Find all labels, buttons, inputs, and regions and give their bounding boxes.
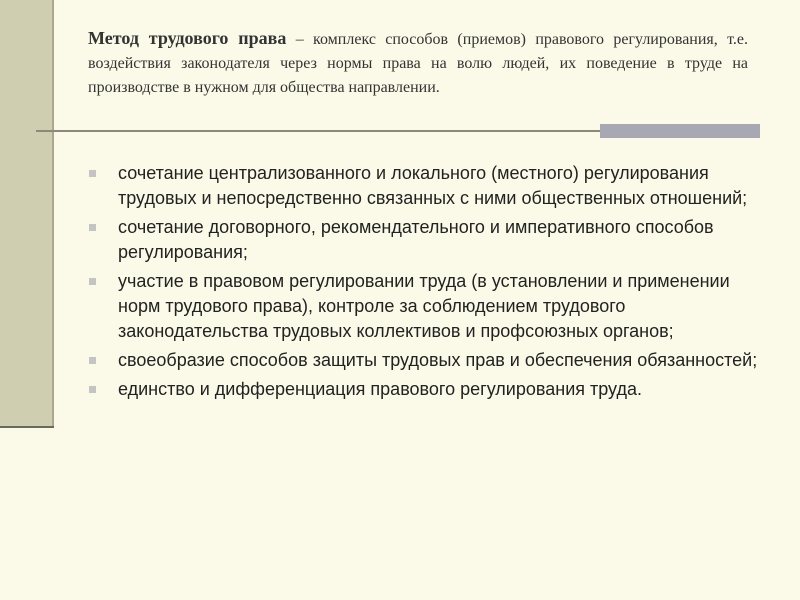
bullet-item: [88, 161, 768, 211]
bullet-item: [88, 215, 768, 265]
square-bullet-icon: [89, 278, 96, 285]
bullet-item: [88, 269, 768, 344]
square-bullet-icon: [89, 170, 96, 177]
bullet-item: [88, 348, 768, 373]
square-bullet-icon: [89, 357, 96, 364]
bullet-text: участие в правовом регулировании труда (в установлении и применении норм трудового права), контроле за соблюдением трудового законодательства трудовых коллективов и профсоюзных органов;: [118, 271, 730, 341]
bullet-list: [88, 161, 768, 406]
bullet-item: [88, 377, 768, 402]
bullet-text: сочетание централизованного и локального (местного) регулирования трудовых и непосредственно связанных с ними общественных отношений;: [118, 163, 748, 208]
bullet-text: сочетание договорного, рекомендательного и императивного способов регулирования;: [118, 217, 714, 262]
heading-term: Метод трудового права: [88, 28, 287, 48]
header-divider-block: [600, 124, 760, 138]
bullet-text: единство и дифференциация правового регулирования труда.: [118, 379, 642, 399]
band-bottom-line: [0, 426, 54, 428]
square-bullet-icon: [89, 386, 96, 393]
left-decorative-band: [0, 0, 52, 426]
square-bullet-icon: [89, 224, 96, 231]
slide-heading: [88, 26, 748, 100]
bullet-text: своеобразие способов защиты трудовых прав и обеспечения обязанностей;: [118, 350, 758, 370]
heading-definition: – комплекс способов (приемов) правового регулирования, т.е. воздействия законодателя через нормы права на волю людей, их поведение в труде на производстве в нужном для общества направлении.: [88, 31, 749, 96]
left-band-edge: [52, 0, 54, 426]
